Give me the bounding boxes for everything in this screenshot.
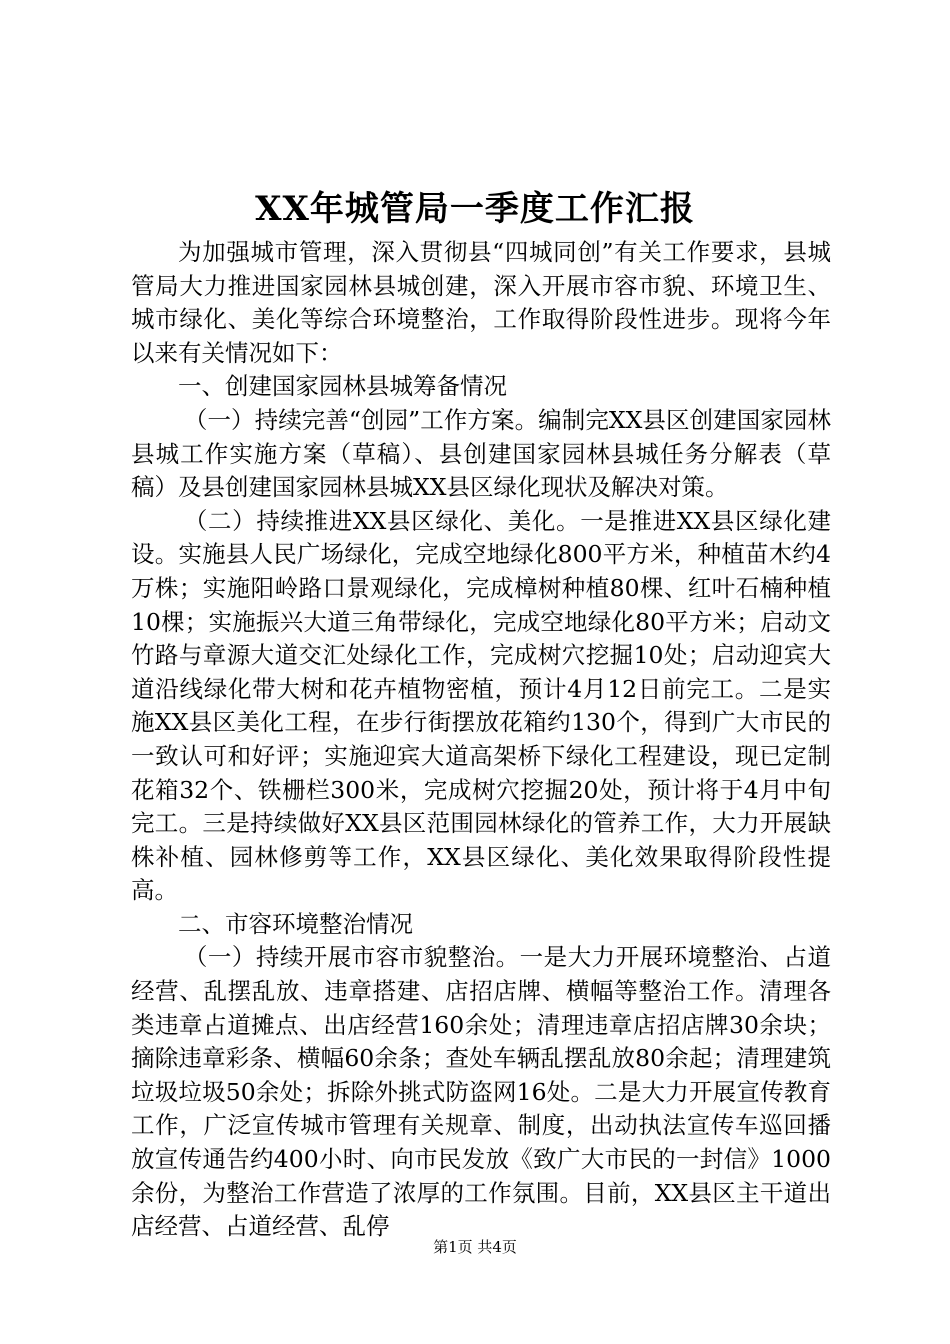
document-body xyxy=(131,236,831,1244)
section-heading-2: 二、市容环境整治情况 xyxy=(178,909,413,938)
subsection-2-1: （一）持续开展市容市貌整治。一是大力开展环境整治、占道经营、乱摆乱放、违章搭建、店招店牌、横幅等整治工作。清理各类违章占道摊点、出店经营160余处；清理违章店招店牌30余块；摘除违章彩条、横幅60余条；查处车辆乱摆乱放80余起；清理建筑垃圾垃圾50余处；拆除外挑式防盗网16处。二是大力开展宣传教育工作，广泛宣传城市管理有关规章、制度，出动执法宣传车巡回播放宣传通告约400小时、向市民发放《致广大市民的一封信》1000余份，为整治工作营造了浓厚的工作氛围。目前，XX县区主干道出店经营、占道经营、乱停 xyxy=(131,943,831,1241)
document-title: XX年城管局一季度工作汇报 xyxy=(255,189,695,229)
subsection-1-1: （一）持续完善“创园”工作方案。编制完XX县区创建国家园林县城工作实施方案（草稿）、县创建国家园林县城任务分解表（草稿）及县创建国家园林县城XX县区绿化现状及解决对策。 xyxy=(131,405,831,502)
intro-paragraph: 为加强城市管理，深入贯彻县“四城同创”有关工作要求，县城管局大力推进国家园林县城创建，深入开展市容市貌、环境卫生、城市绿化、美化等综合环境整治，工作取得阶段性进步。现将今年以来有关情况如下： xyxy=(131,238,831,367)
subsection-1-2: （二）持续推进XX县区绿化、美化。一是推进XX县区绿化建设。实施县人民广场绿化，完成空地绿化800平方米，种植苗木约4万株；实施阳岭路口景观绿化，完成樟树种植80棵、红叶石楠种植10棵；实施振兴大道三角带绿化，完成空地绿化80平方米；启动文竹路与章源大道交汇处绿化工作，完成树穴挖掘10处；启动迎宾大道沿线绿化带大树和花卉植物密植，预计4月12日前完工。二是实施XX县区美化工程，在步行街摆放花箱约130个，得到广大市民的一致认可和好评；实施迎宾大道高架桥下绿化工程建设，现已定制花箱32个、铁栅栏300米，完成树穴挖掘20处，预计将于4月中旬完工。三是持续做好XX县区范围园林绿化的管养工作，大力开展缺株补植、园林修剪等工作，XX县区绿化、美化效果取得阶段性提高。 xyxy=(131,506,831,905)
page-footer: 第1页 共4页 xyxy=(433,1238,517,1256)
section-heading-1: 一、创建国家园林县城筹备情况 xyxy=(178,372,507,401)
